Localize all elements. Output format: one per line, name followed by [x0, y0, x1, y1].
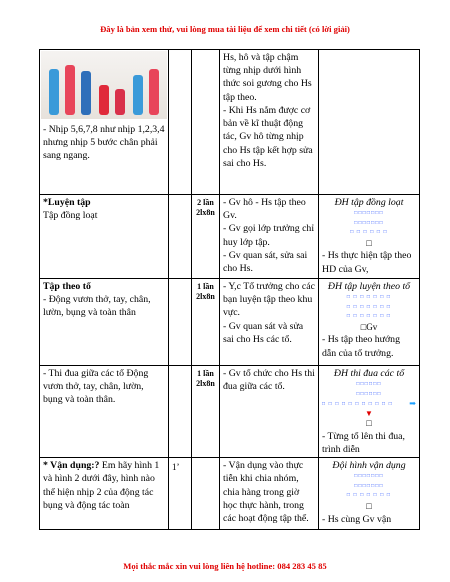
formation-row: □□□□□□□: [354, 483, 384, 489]
content-cell: [40, 458, 169, 530]
teacher-cell: - Gv tổ chức cho Hs thi đua giữa các tổ.: [220, 366, 319, 458]
student-cell: [319, 458, 420, 530]
table-row: [40, 279, 420, 366]
formation-row: □□□□□□: [356, 382, 382, 388]
formation-row: □□□□□□□: [354, 220, 384, 226]
content-cell: [40, 50, 169, 195]
content-text: Em hãy hình 1 và hình 2 dưới đây, hình nào thể hiện nhịp 2 của động tác bụng và động tác toàn: [43, 460, 160, 511]
lesson-table: [39, 49, 420, 530]
formation-row: □ □ □ □ □ □ □: [346, 314, 392, 320]
teacher-cell: Hs, hô và tập chậm từng nhịp dưới hình thức soi gương cho Hs tập theo. - Khi Hs nắm được cơ bản về kĩ thuật động tác, Gv hô từng nhịp cho Hs tập kết hợp sửa sai cho Hs.: [220, 50, 319, 195]
section-title: *Luyện tập: [43, 197, 91, 208]
student-text: - Hs tập theo hướng dẫn của tổ trưởng.: [322, 334, 400, 359]
teacher-mark: □: [366, 418, 372, 429]
content-text: - Động vươn thở, tay, chân, lườn, bụng và toàn thân: [43, 294, 151, 319]
count-cell: 1 lần 2lx8n: [192, 366, 220, 458]
hotline-banner: Mọi thắc mắc xin vui lòng liên hệ hotline: 084 283 45 85: [123, 561, 327, 571]
teacher-cell: - Gv hô - Hs tập theo Gv. - Gv gọi lớp trưởng chỉ huy lớp tập. - Gv quan sát, sửa sai cho Hs.: [220, 195, 319, 279]
formation-title: ĐH tập luyện theo tổ: [327, 281, 411, 292]
student-text: - Hs cùng Gv vận: [322, 513, 392, 525]
formation-row: □ □ □ □ □ □ □: [346, 493, 392, 499]
table-row: [40, 50, 420, 195]
count-cell: 1 lần 2lx8n: [192, 279, 220, 366]
count-cell: 2 lần 2lx8n: [192, 195, 220, 279]
formation-row: □ □ □ □ □ □ □ □ □ □ □: [322, 401, 393, 407]
formation-title: ĐH thi đua các tổ: [333, 368, 405, 379]
section-title: Tập theo tổ: [43, 281, 91, 292]
student-cell: [319, 279, 420, 366]
formation-row: □ □ □ □ □ □: [350, 230, 388, 236]
formation-title: ĐH tập đồng loạt: [334, 197, 404, 208]
student-text: - Từng tổ lên thi đua, trình diễn: [322, 430, 405, 455]
table-row: [40, 458, 420, 530]
formation-row: □□□□□□: [356, 391, 382, 397]
content-cell: [40, 279, 169, 366]
teacher-mark: □Gv: [360, 321, 378, 332]
section-title: * Vận dụng:?: [43, 460, 100, 472]
table-row: [40, 366, 420, 458]
formation-row: □□□□□□□: [354, 211, 384, 217]
dose-cell: 1’: [169, 458, 192, 530]
exercise-illustration: [41, 51, 167, 119]
teacher-mark: □: [366, 500, 372, 511]
teacher-cell: - Vận dụng vào thực tiễn khi chia nhóm, chia hàng trong giờ học thực hành, trong các hoạt động tập thể.: [220, 458, 319, 530]
preview-banner: Đây là bản xem thử, vui lòng mua tài liệu để xem chi tiết (có lời giải): [100, 24, 350, 34]
teacher-cell: - Y,c Tổ trưởng cho các bạn luyện tập theo khu vực. - Gv quan sát và sửa sai cho Hs các tổ.: [220, 279, 319, 366]
formation-row: □ □ □ □ □ □ □: [346, 304, 392, 310]
formation-title: Đội hình vận dụng: [332, 460, 406, 472]
student-cell: [319, 195, 420, 279]
student-cell: [319, 366, 420, 458]
arrow-right-icon: ➡: [409, 399, 416, 409]
teacher-mark: □: [366, 237, 372, 248]
formation-row: □ □ □ □ □ □ □: [346, 295, 392, 301]
content-cell: - Thi đua giữa các tổ Động vươn thở, tay, chân, lườn, bụng và toàn thân.: [40, 366, 169, 458]
content-cell: [40, 195, 169, 279]
arrow-down-icon: ▼: [365, 409, 373, 419]
table-row: [40, 195, 420, 279]
section-subtitle: Tập đồng loạt: [43, 210, 98, 222]
student-text: - Hs thực hiện tập theo HD của Gv,: [322, 250, 412, 275]
formation-row: □□□□□□□: [354, 474, 384, 480]
content-text: - Nhịp 5,6,7,8 như nhịp 1,2,3,4 nhưng nhịp 5 bước chân phải sang ngang.: [43, 124, 165, 162]
